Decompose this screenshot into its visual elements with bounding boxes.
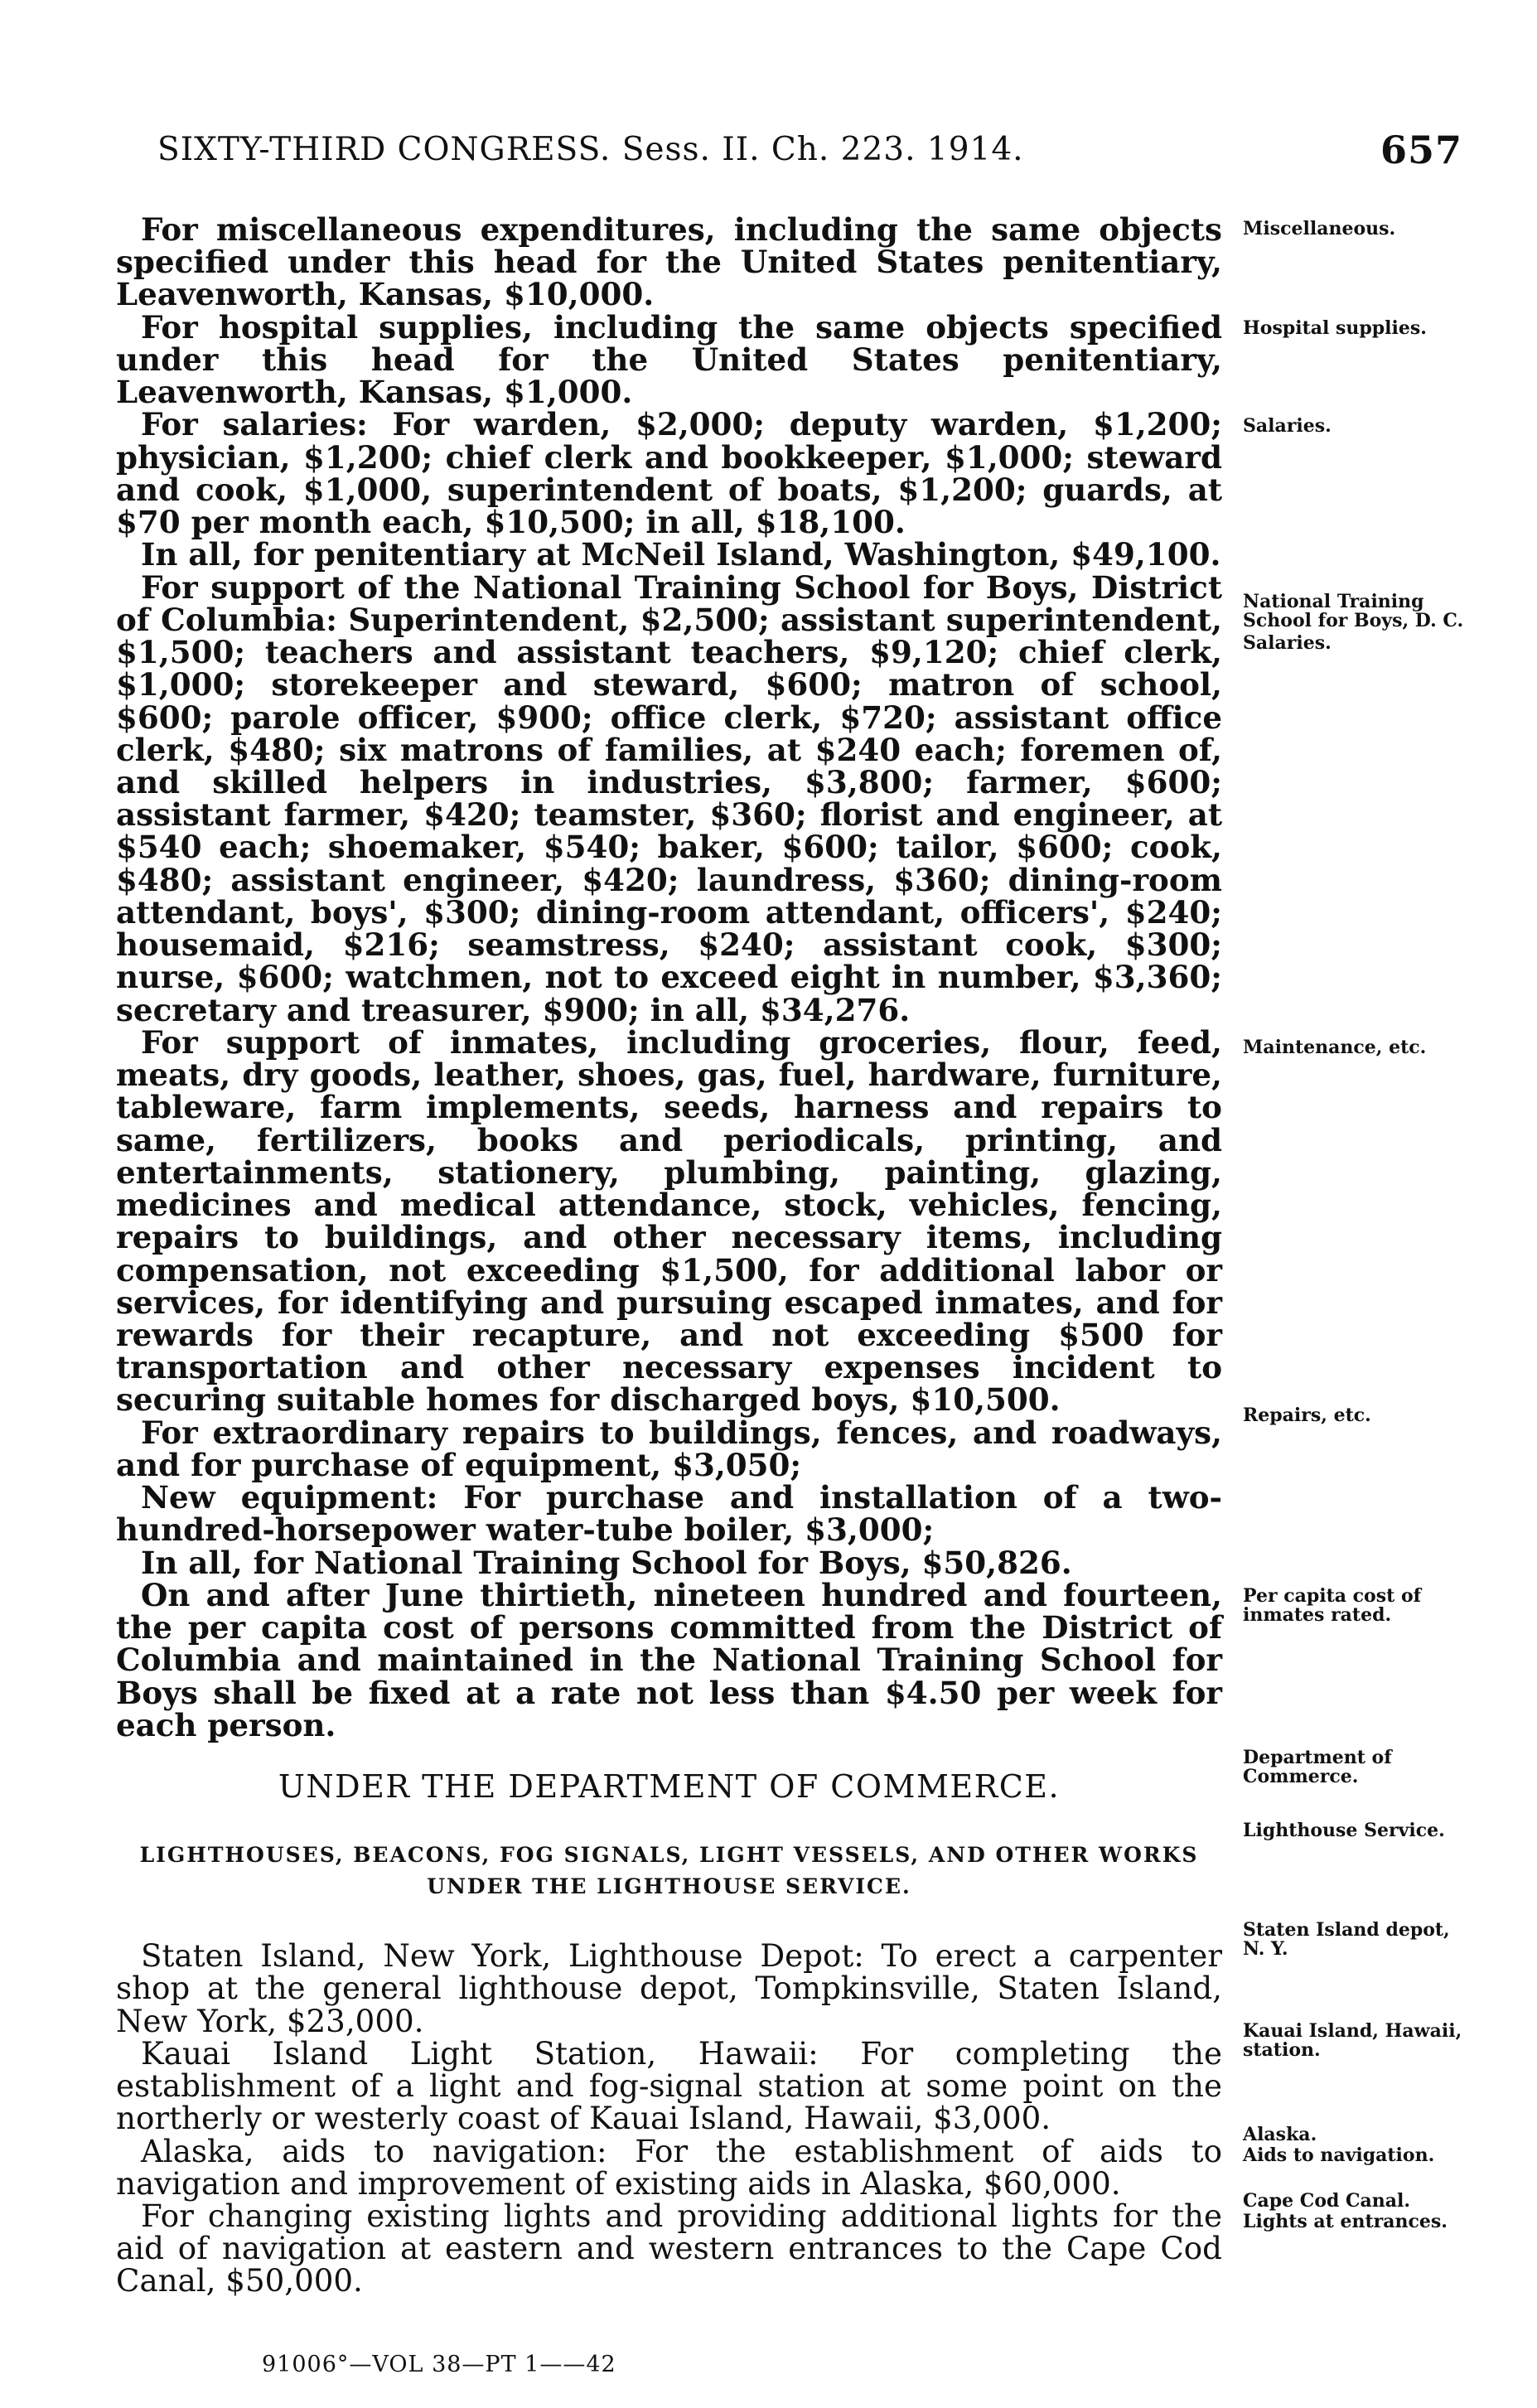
margin-note: Hospital supplies. xyxy=(1243,317,1427,339)
paragraph: In all, for penitentiary at McNeil Island, Washington, $49,100. xyxy=(141,536,1221,573)
page-number: 657 xyxy=(1380,128,1462,172)
margin-note: Miscellaneous. xyxy=(1243,218,1396,239)
paragraph: Kauai Island Light Station, Hawaii: For completing the establishment of a light and fog-signal station at some point on the northerly or westerly coast of Kauai Island, Hawaii, $3,000. xyxy=(116,2034,1222,2137)
paragraph: Alaska, aids to navigation: For the establishment of aids to navigation and improvement of existing aids in Alaska, $60,000. xyxy=(116,2132,1222,2202)
lighthouse-heading: LIGHTHOUSES, BEACONS, FOG SIGNALS, LIGHT VESSELS, AND OTHER WORKS UNDER THE LIGHTHOUSE SERVICE. xyxy=(139,1843,1199,1898)
margin-note: Salaries. xyxy=(1243,415,1332,437)
paragraph: For salaries: For warden, $2,000; deputy warden, $1,200; physician, $1,200; chief clerk and bookkeeper, $1,000; steward and cook, $1,000, superintendent of boats, $1,200; guards, at $70 per month each, $10,500; in all, $18,100. xyxy=(116,406,1222,541)
margin-note: Alaska. xyxy=(1243,2124,1317,2145)
paragraph: New equipment: For purchase and installation of a two-hundred-horsepower water-tube boiler, $3,000; xyxy=(116,1479,1222,1549)
margin-note: Kauai Island, Hawaii, station. xyxy=(1243,2020,1462,2062)
department-heading: UNDER THE DEPARTMENT OF COMMERCE. xyxy=(278,1768,1061,1806)
margin-note: Lighthouse Service. xyxy=(1243,1820,1445,1841)
margin-note: Department of Commerce. xyxy=(1243,1747,1392,1788)
margin-note: Lights at entrances. xyxy=(1243,2211,1448,2232)
running-header xyxy=(157,128,1462,181)
main-text-column xyxy=(116,211,1222,2299)
paragraph: For hospital supplies, including the same objects specified under this head for the United States penitentiary, Leavenworth, Kansas, $1,000. xyxy=(116,308,1222,411)
paragraph: For changing existing lights and providing additional lights for the aid of navigation at eastern and western entrances to the Cape Cod Canal, $50,000. xyxy=(116,2197,1222,2299)
paragraph: Staten Island, New York, Lighthouse Depot: To erect a carpenter shop at the general lighthouse depot, Tompkinsville, Staten Island, New York, $23,000. xyxy=(116,1937,1222,2039)
running-title: SIXTY-THIRD CONGRESS. Sess. II. Ch. 223. 1914. xyxy=(157,131,1024,168)
margin-note: Maintenance, etc. xyxy=(1243,1037,1427,1058)
paragraph: For support of the National Training School for Boys, District of Columbia: Superintendent, $2,500; assistant superintendent, $1,500; teachers and assistant teachers, $9,120; chief clerk, $1,000; storekeeper and steward, $600; matron of school, $600; parole officer, $900; office clerk, $720; assistant office clerk, $480; six matrons of families, at $240 each; foremen of, and skilled helpers in industries, $3,800; farmer, $600; assistant farmer, $420; teamster, $360; florist and engineer, at $540 each; shoemaker, $540; baker, $600; tailor, $600; cook, $480; assistant engineer, $420; laundress, $360; dining-room attendant, boys', $300; dining-room attendant, officers', $240; housemaid, $216; seamstress, $240; assistant cook, $300; nurse, $600; watchmen, not to exceed eight in number, $3,360; secretary and treasurer, $900; in all, $34,276. xyxy=(116,568,1222,1028)
margin-note: Repairs, etc. xyxy=(1243,1405,1371,1426)
signature-footer: 91006°—VOL 38—PT 1——42 xyxy=(262,2352,616,2377)
paragraph: For support of inmates, including groceries, flour, feed, meats, dry goods, leather, shoes, gas, fuel, hardware, furniture, tableware, farm implements, seeds, harness and repairs to same, fertilizers, books and periodicals, printing, and entertainments, stationery, plumbing, painting, glazing, medicines and medical attendance, stock, vehicles, fencing, repairs to buildings, and other necessary items, including compensation, not exceeding $1,500, for additional labor or services, for identifying and pursuing escaped inmates, and for rewards for their recapture, and not exceeding $500 for transportation and other necessary expenses incident to securing suitable homes for discharged boys, $10,500. xyxy=(116,1023,1222,1419)
margin-note: Staten Island depot, N. Y. xyxy=(1243,1919,1450,1961)
margin-note: Cape Cod Canal. xyxy=(1243,2190,1411,2212)
margin-note: Per capita cost of inmates rated. xyxy=(1243,1585,1422,1627)
paragraph: In all, for National Training School for Boys, $50,826. xyxy=(141,1544,1072,1581)
margin-note: Aids to navigation. xyxy=(1243,2144,1435,2166)
margin-note: National Training School for Boys, D. C. xyxy=(1243,591,1464,632)
paragraph: On and after June thirtieth, nineteen hundred and fourteen, the per capita cost of persons committed from the District of Columbia and maintained in the National Training School for Boys shall be fixed at a rate not less than $4.50 per week for each person. xyxy=(116,1576,1222,1743)
margin-note: Salaries. xyxy=(1243,632,1332,654)
paragraph: For miscellaneous expenditures, including the same objects specified under this head for the United States penitentiary, Leavenworth, Kansas, $10,000. xyxy=(116,211,1222,313)
paragraph: For extraordinary repairs to buildings, fences, and roadways, and for purchase of equipment, $3,050; xyxy=(116,1414,1222,1483)
